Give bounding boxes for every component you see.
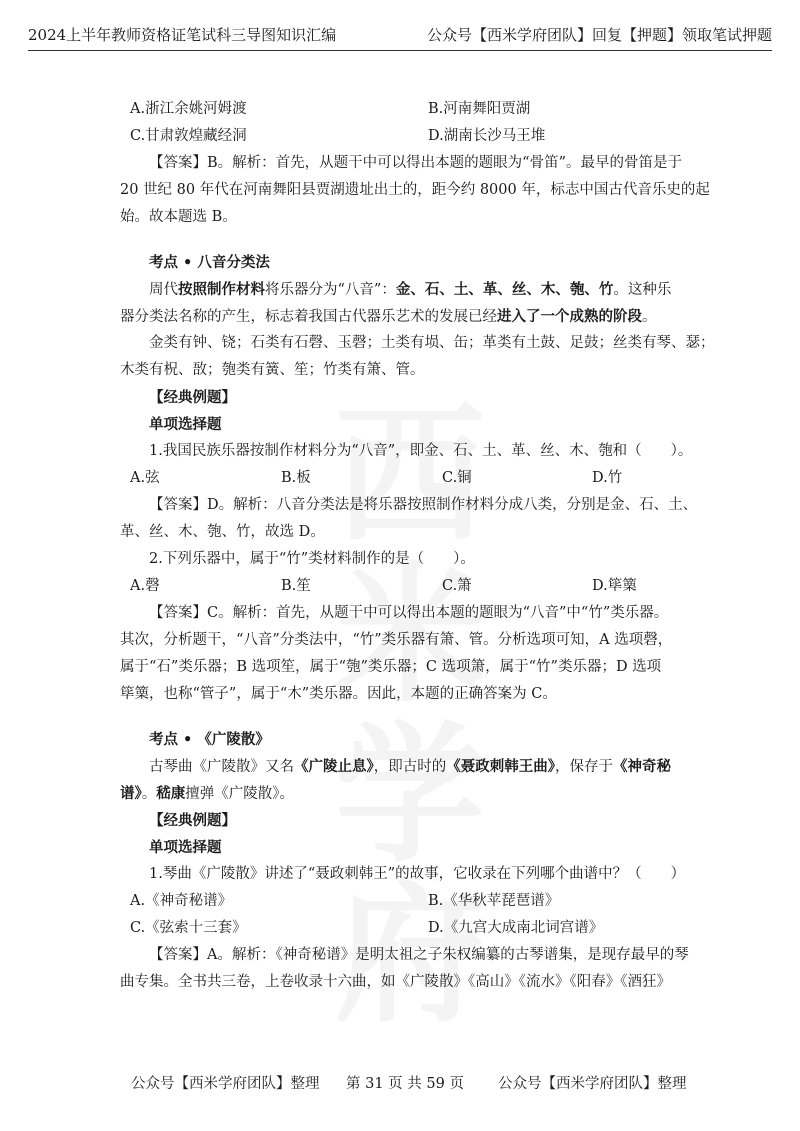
section-title-bayin: 考点 • 八音分类法 [149, 254, 270, 271]
s1-q2-options [120, 573, 680, 600]
example-tag: 【经典例题】 [149, 389, 236, 406]
s2-q1-stem: 1.琴曲《广陵散》讲述了“聂政刺韩王”的故事，它收录在下列哪个曲谱中？（ ） [149, 866, 686, 882]
q0-answer-line: 20 世纪 80 年代在河南舞阳县贾湖遗址出土的，距今约 8000 年，标志中国古代音乐史的起 [120, 182, 710, 198]
s1-q2-option-b: B.笙 [281, 578, 311, 594]
s1-q2-option-a: A.磬 [130, 578, 160, 594]
page-content [120, 96, 715, 996]
q0-option-a: A.浙江余姚河姆渡 [130, 101, 247, 117]
q0-answer-line: 始。故本题选 B。 [120, 209, 237, 225]
s1-q2-answer-line: 筚篥，也称“管子”，属于“木”类乐器。因此，本题的正确答案为 C。 [120, 686, 557, 702]
s1-q1-answer-line: 【答案】D。解析：八音分类法是将乐器按照制作材料分成八类，分别是金、石、土、 [149, 497, 698, 513]
s1-q1-stem: 1.我国民族乐器按制作材料分为“八音”，即金、石、土、革、丝、木、匏和（ ）。 [149, 443, 693, 459]
bayin-paragraph-line: 器分类法名称的产生，标志着我国古代器乐艺术的发展已经进入了一个成熟的阶段。 [120, 308, 657, 325]
s1-q1-answer-line: 革、丝、木、匏、竹，故选 D。 [120, 524, 325, 540]
q0-options-row-2 [120, 123, 680, 150]
footer-right: 公众号【西米学府团队】整理 [498, 1076, 687, 1092]
bayin-instruments-line: 金类有钟、铙；石类有石磬、玉磬；土类有埙、缶；革类有土鼓、足鼓；丝类有琴、瑟； [149, 335, 715, 351]
s2-q1-answer-line: 【答案】A。解析：《神奇秘谱》是明太祖之子朱权编纂的古琴谱集，是现存最早的琴 [149, 947, 689, 963]
s1-q2-answer-line: 属于“石”类乐器；B 选项笙，属于“匏”类乐器；C 选项箫，属于“竹”类乐器；D 选项 [120, 659, 662, 675]
s2-q1-option-a: A.《神奇秘谱》 [130, 893, 233, 909]
question-type-label: 单项选择题 [149, 416, 222, 433]
s1-q2-option-d: D.筚篥 [592, 578, 637, 594]
q0-option-c: C.甘肃敦煌藏经洞 [130, 128, 247, 144]
page-header [28, 14, 772, 51]
footer-left: 公众号【西米学府团队】整理 [131, 1076, 320, 1092]
q0-answer-line: 【答案】B。解析：首先，从题干中可以得出本题的题眼为“骨笛”。最早的骨笛是于 [149, 155, 682, 171]
s2-q1-options-row-1 [120, 888, 680, 915]
header-promo: 公众号【西米学府团队】回复【押题】领取笔试押题 [426, 26, 772, 44]
s2-q1-answer-line: 曲专集。全书共三卷，上卷收录十六曲，如《广陵散》《高山》《流水》《阳春》《酒狂》 [120, 974, 671, 990]
bayin-paragraph-line: 周代按照制作材料将乐器分为“八音”：金、石、土、革、丝、木、匏、竹。这种乐 [149, 281, 672, 298]
guanglingsan-paragraph-line: 古琴曲《广陵散》又名《广陵止息》，即古时的《聂政刺韩王曲》，保存于《神奇秘 [149, 758, 671, 775]
page-number: 第 31 页 共 59 页 [346, 1076, 464, 1092]
s2-q1-options-row-2 [120, 915, 680, 942]
s1-q1-option-a: A.弦 [130, 470, 160, 486]
bayin-instruments-line: 木类有柷、敔；匏类有簧、笙；竹类有箫、管。 [120, 362, 425, 378]
q0-options-row-1 [120, 96, 680, 123]
s1-q2-option-c: C.箫 [442, 578, 472, 594]
question-type-label: 单项选择题 [149, 839, 222, 856]
s1-q2-answer-line: 【答案】C。解析：首先，从题干中可以得出本题的题眼为“八音”中“竹”类乐器。 [149, 605, 669, 621]
guanglingsan-paragraph-line: 谱》。嵇康擅弹《广陵散》。 [120, 785, 294, 802]
header-doc-title: 2024上半年教师资格证笔试科三导图知识汇编 [28, 26, 337, 44]
s1-q1-option-d: D.竹 [592, 470, 623, 486]
s2-q1-option-b: B.《华秋苹琵琶谱》 [428, 893, 560, 909]
s1-q1-options [120, 465, 680, 492]
q0-option-d: D.湖南长沙马王堆 [428, 128, 546, 144]
section-title-guanglingsan: 考点 • 《广陵散》 [149, 731, 270, 748]
s1-q2-answer-line: 其次，分析题干，“八音”分类法中，“竹”类乐器有箫、管。分析选项可知，A 选项磬， [120, 632, 673, 648]
s2-q1-option-d: D.《九宫大成南北词宫谱》 [428, 920, 604, 936]
s1-q1-option-b: B.板 [281, 470, 311, 486]
q0-option-b: B.河南舞阳贾湖 [428, 101, 531, 117]
example-tag: 【经典例题】 [149, 812, 236, 829]
s1-q1-option-c: C.铜 [442, 470, 472, 486]
s1-q2-stem: 2.下列乐器中，属于“竹”类材料制作的是（ ）。 [149, 551, 475, 567]
s2-q1-option-c: C.《弦索十三套》 [130, 920, 247, 936]
